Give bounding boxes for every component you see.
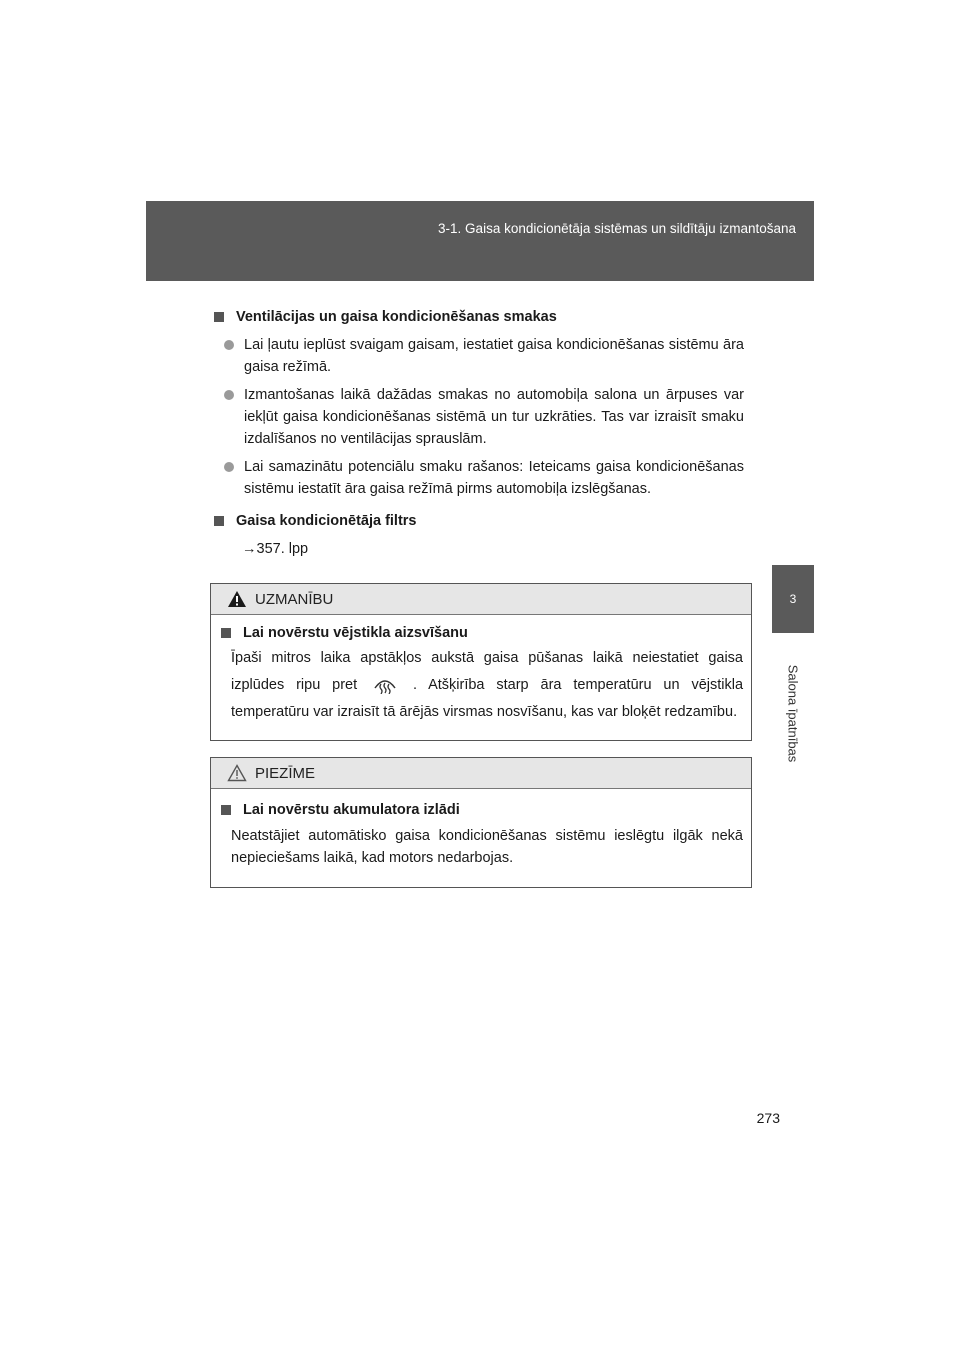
- chapter-number: 3: [789, 592, 797, 606]
- round-bullet-icon: [224, 340, 234, 350]
- chapter-label: Salona īpatnības: [785, 664, 801, 762]
- page-number: 273: [756, 1110, 780, 1126]
- round-bullet-icon: [224, 462, 234, 472]
- section-heading-ventilation: Ventilācijas un gaisa kondicionēšanas smakas: [214, 306, 744, 328]
- caution-title: UZMANĪBU: [255, 590, 334, 608]
- list-item: Izmantošanas laikā dažādas smakas no automobiļa salona un ārpuses var iekļūt gaisa kondicionēšanas sistēmā un tur uzkrāties. Tas var izraisīt smaku izdalīšanos no ventilācijas sprauslām.: [224, 384, 744, 450]
- section-heading-filter: Gaisa kondicionētāja filtrs: [214, 510, 744, 532]
- list-item: Lai samazinātu potenciālu smaku rašanos: Ieteicams gaisa kondicionēšanas sistēmu iestatīt āra gaisa režīmā pirms automobiļa izslēgšanas.: [224, 456, 744, 500]
- notice-triangle-icon: [227, 764, 247, 782]
- chapter-title: 3-1. Gaisa kondicionētāja sistēmas un sildītāju izmantošana: [438, 221, 796, 236]
- notice-box: [210, 757, 752, 888]
- header-bar: [146, 201, 814, 281]
- caution-header: [211, 584, 751, 615]
- list-item: Lai ļautu ieplūst svaigam gaisam, iestatiet gaisa kondicionēšanas sistēmu āra gaisa režīmā.: [224, 334, 744, 378]
- notice-title: PIEZĪME: [255, 764, 316, 782]
- square-bullet-icon: [214, 312, 224, 322]
- caution-heading: Lai novērstu vējstikla aizsvīšanu: [221, 625, 743, 641]
- square-bullet-icon: [221, 805, 231, 815]
- square-bullet-icon: [221, 628, 231, 638]
- main-content: [214, 306, 744, 560]
- notice-heading: Lai novērstu akumulatora izlādi: [221, 799, 743, 821]
- caution-body: [211, 615, 751, 740]
- windshield-defroster-icon: [373, 676, 397, 694]
- notice-body: [211, 789, 751, 887]
- warning-triangle-icon: [227, 590, 247, 608]
- caution-text: Īpaši mitros laika apstākļos aukstā gaisa pūšanas laikā neiestatiet gaisa izplūdes ripu pret . Atšķirība starp āra temperatūru un vējstikla temperatūru var izraisīt tā ārējās virsmas nosvīšanu, kas var bloķēt redzamību.: [231, 650, 744, 720]
- chapter-tab[interactable]: [772, 565, 814, 633]
- notice-header: [211, 758, 751, 789]
- square-bullet-icon: [214, 516, 224, 526]
- page-reference-link[interactable]: →357. lpp: [242, 541, 309, 557]
- chapter-side-label: [772, 638, 814, 788]
- round-bullet-icon: [224, 390, 234, 400]
- notice-text: Neatstājiet automātisko gaisa kondicionēšanas sistēmu ieslēgtu ilgāk nekā nepieciešams laikā, kad motors nedarbojas.: [231, 828, 743, 866]
- caution-box: [210, 583, 752, 741]
